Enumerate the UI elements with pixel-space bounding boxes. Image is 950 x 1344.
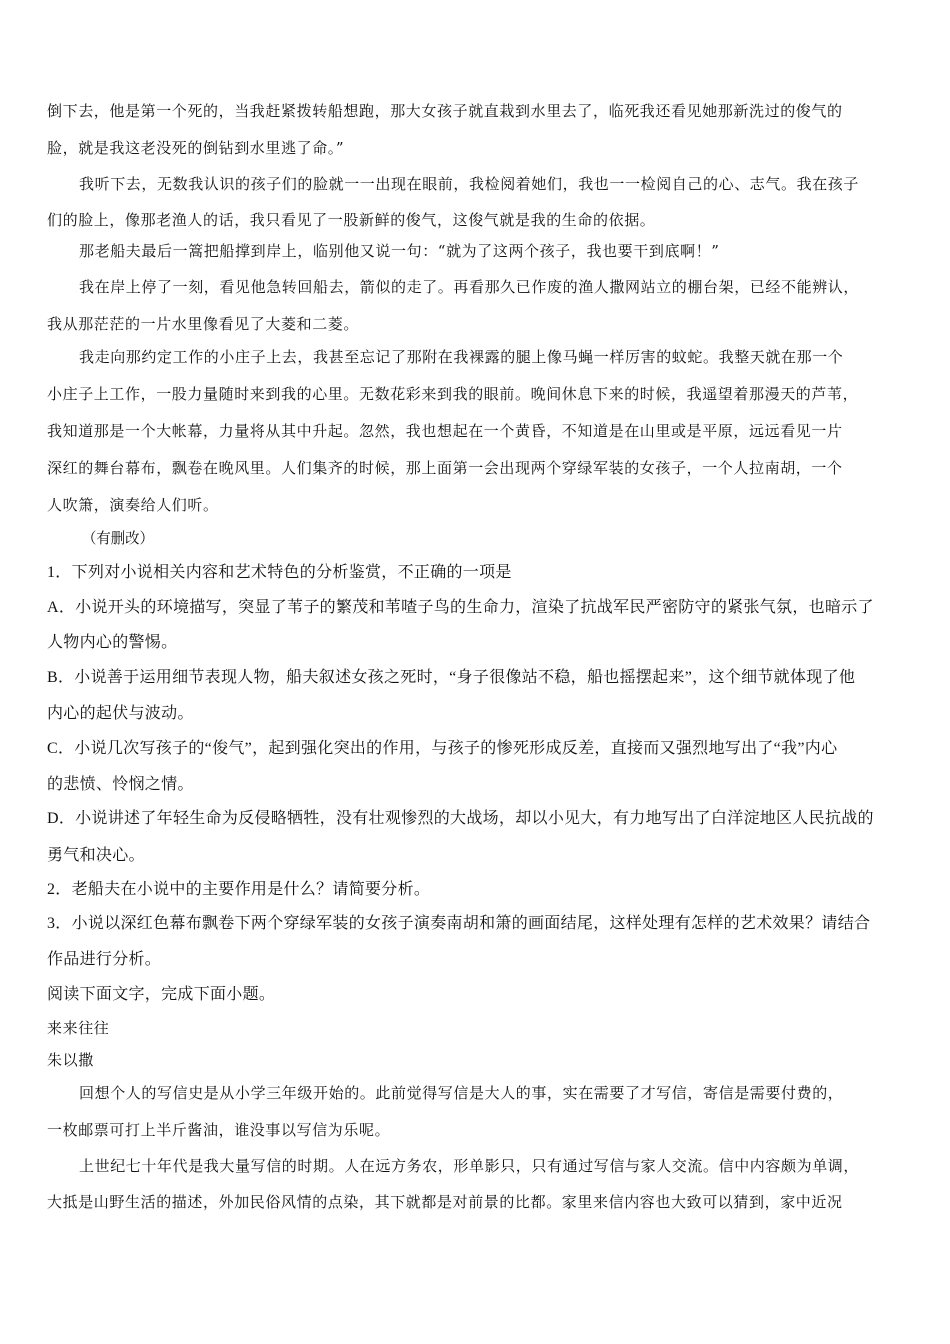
question-3-line-1: 3．小说以深红色幕布飘卷下两个穿绿军装的女孩子演奏南胡和箫的画面结尾，这样处理有怎样的艺术效果？请结合 — [47, 915, 871, 932]
story-paragraph-1-line-1: 倒下去，他是第一个死的，当我赶紧拨转船想跑，那大女孩子就直栽到水里去了，临死我还看见她那新洗过的俊气的 — [47, 102, 843, 120]
story-paragraph-5-line-2: 小庄子上工作，一股力量随时来到我的心里。无数花彩来到我的眼前。晚间休息下来的时候，我遥望着那漫天的芦苇， — [47, 385, 859, 403]
article-paragraph-2-line-2: 大抵是山野生活的描述，外加民俗风情的点染，其下就都是对前景的比都。家里来信内容也大致可以猜到，家中近况 — [47, 1193, 843, 1211]
question-3-line-2: 作品进行分析。 — [47, 951, 162, 968]
question-1-option-b-line-2: 内心的起伏与波动。 — [47, 705, 194, 722]
story-paragraph-5-line-3: 我知道那是一个大帐幕，力量将从其中升起。忽然，我也想起在一个黄昏，不知道是在山里或是平原，远远看见一片 — [47, 422, 843, 440]
question-1-option-b-line-1: B．小说善于运用细节表现人物，船夫叙述女孩之死时，“身子很像站不稳，船也摇摆起来”，这个细节就体现了他 — [47, 669, 856, 686]
question-1-stem: 1．下列对小说相关内容和艺术特色的分析鉴赏，不正确的一项是 — [47, 564, 512, 581]
reading-instruction: 阅读下面文字，完成下面小题。 — [47, 986, 276, 1003]
story-paragraph-5-line-5: 人吹箫，演奏给人们听。 — [47, 496, 219, 514]
question-1-option-a-line-1: A．小说开头的环境描写，突显了苇子的繁茂和苇喳子鸟的生命力，渲染了抗战军民严密防守的紧张气氛，也暗示了 — [47, 599, 874, 616]
story-paragraph-4-line-2: 我从那茫茫的一片水里像看见了大菱和二菱。 — [47, 315, 360, 333]
question-1-option-d-line-1: D．小说讲述了年轻生命为反侵略牺牲，没有壮观惨烈的大战场，却以小见大，有力地写出了白洋淀地区人民抗战的 — [47, 810, 874, 827]
story-paragraph-3-line-1: 那老船夫最后一篙把船撑到岸上，临别他又说一句：“就为了这两个孩子，我也要干到底啊！” — [79, 242, 720, 260]
story-paragraph-2-line-1: 我听下去，无数我认识的孩子们的脸就一一出现在眼前，我检阅着她们，我也一一检阅自己的心、志气。我在孩子 — [79, 175, 860, 193]
story-paragraph-4-line-1: 我在岸上停了一刻，看见他急转回船去，箭似的走了。再看那久已作废的渔人撒网站立的棚台架，已经不能辨认， — [79, 278, 860, 296]
question-1-option-d-line-2: 勇气和决心。 — [47, 847, 145, 864]
story-paragraph-2-line-2: 们的脸上，像那老渔人的话，我只看见了一股新鲜的俊气，这俊气就是我的生命的依据。 — [47, 211, 656, 229]
revision-note: （有删改） — [82, 529, 154, 547]
story-paragraph-1-line-2: 脸，就是我这老没死的倒钻到水里逃了命。” — [47, 139, 345, 157]
article-paragraph-1-line-1: 回想个人的写信史是从小学三年级开始的。此前觉得写信是大人的事，实在需要了才写信，寄信是需要付费的， — [79, 1084, 844, 1102]
question-1-option-a-line-2: 人物内心的警惕。 — [47, 634, 178, 651]
story-paragraph-5-line-1: 我走向那约定工作的小庄子上去，我甚至忘记了那附在我裸露的腿上像马蝇一样厉害的蚊蛇。我整天就在那一个 — [79, 348, 844, 366]
article-paragraph-2-line-1: 上世纪七十年代是我大量写信的时期。人在远方务农，形单影只，只有通过写信与家人交流。信中内容颇为单调， — [79, 1157, 860, 1175]
story-paragraph-5-line-4: 深红的舞台幕布，飘卷在晚风里。人们集齐的时候，那上面第一会出现两个穿绿军装的女孩子，一个人拉南胡，一个 — [47, 459, 843, 477]
question-1-option-c-line-1: C．小说几次写孩子的“俊气”，起到强化突出的作用，与孩子的惨死形成反差，直接而又强烈地写出了“我”内心 — [47, 740, 838, 757]
article-author: 朱以撒 — [47, 1051, 94, 1069]
question-1-option-c-line-2: 的悲愤、怜悯之情。 — [47, 776, 194, 793]
article-title: 来来往往 — [47, 1019, 110, 1037]
article-paragraph-1-line-2: 一枚邮票可打上半斤酱油，谁没事以写信为乐呢。 — [47, 1121, 391, 1139]
question-2: 2．老船夫在小说中的主要作用是什么？请简要分析。 — [47, 881, 431, 898]
